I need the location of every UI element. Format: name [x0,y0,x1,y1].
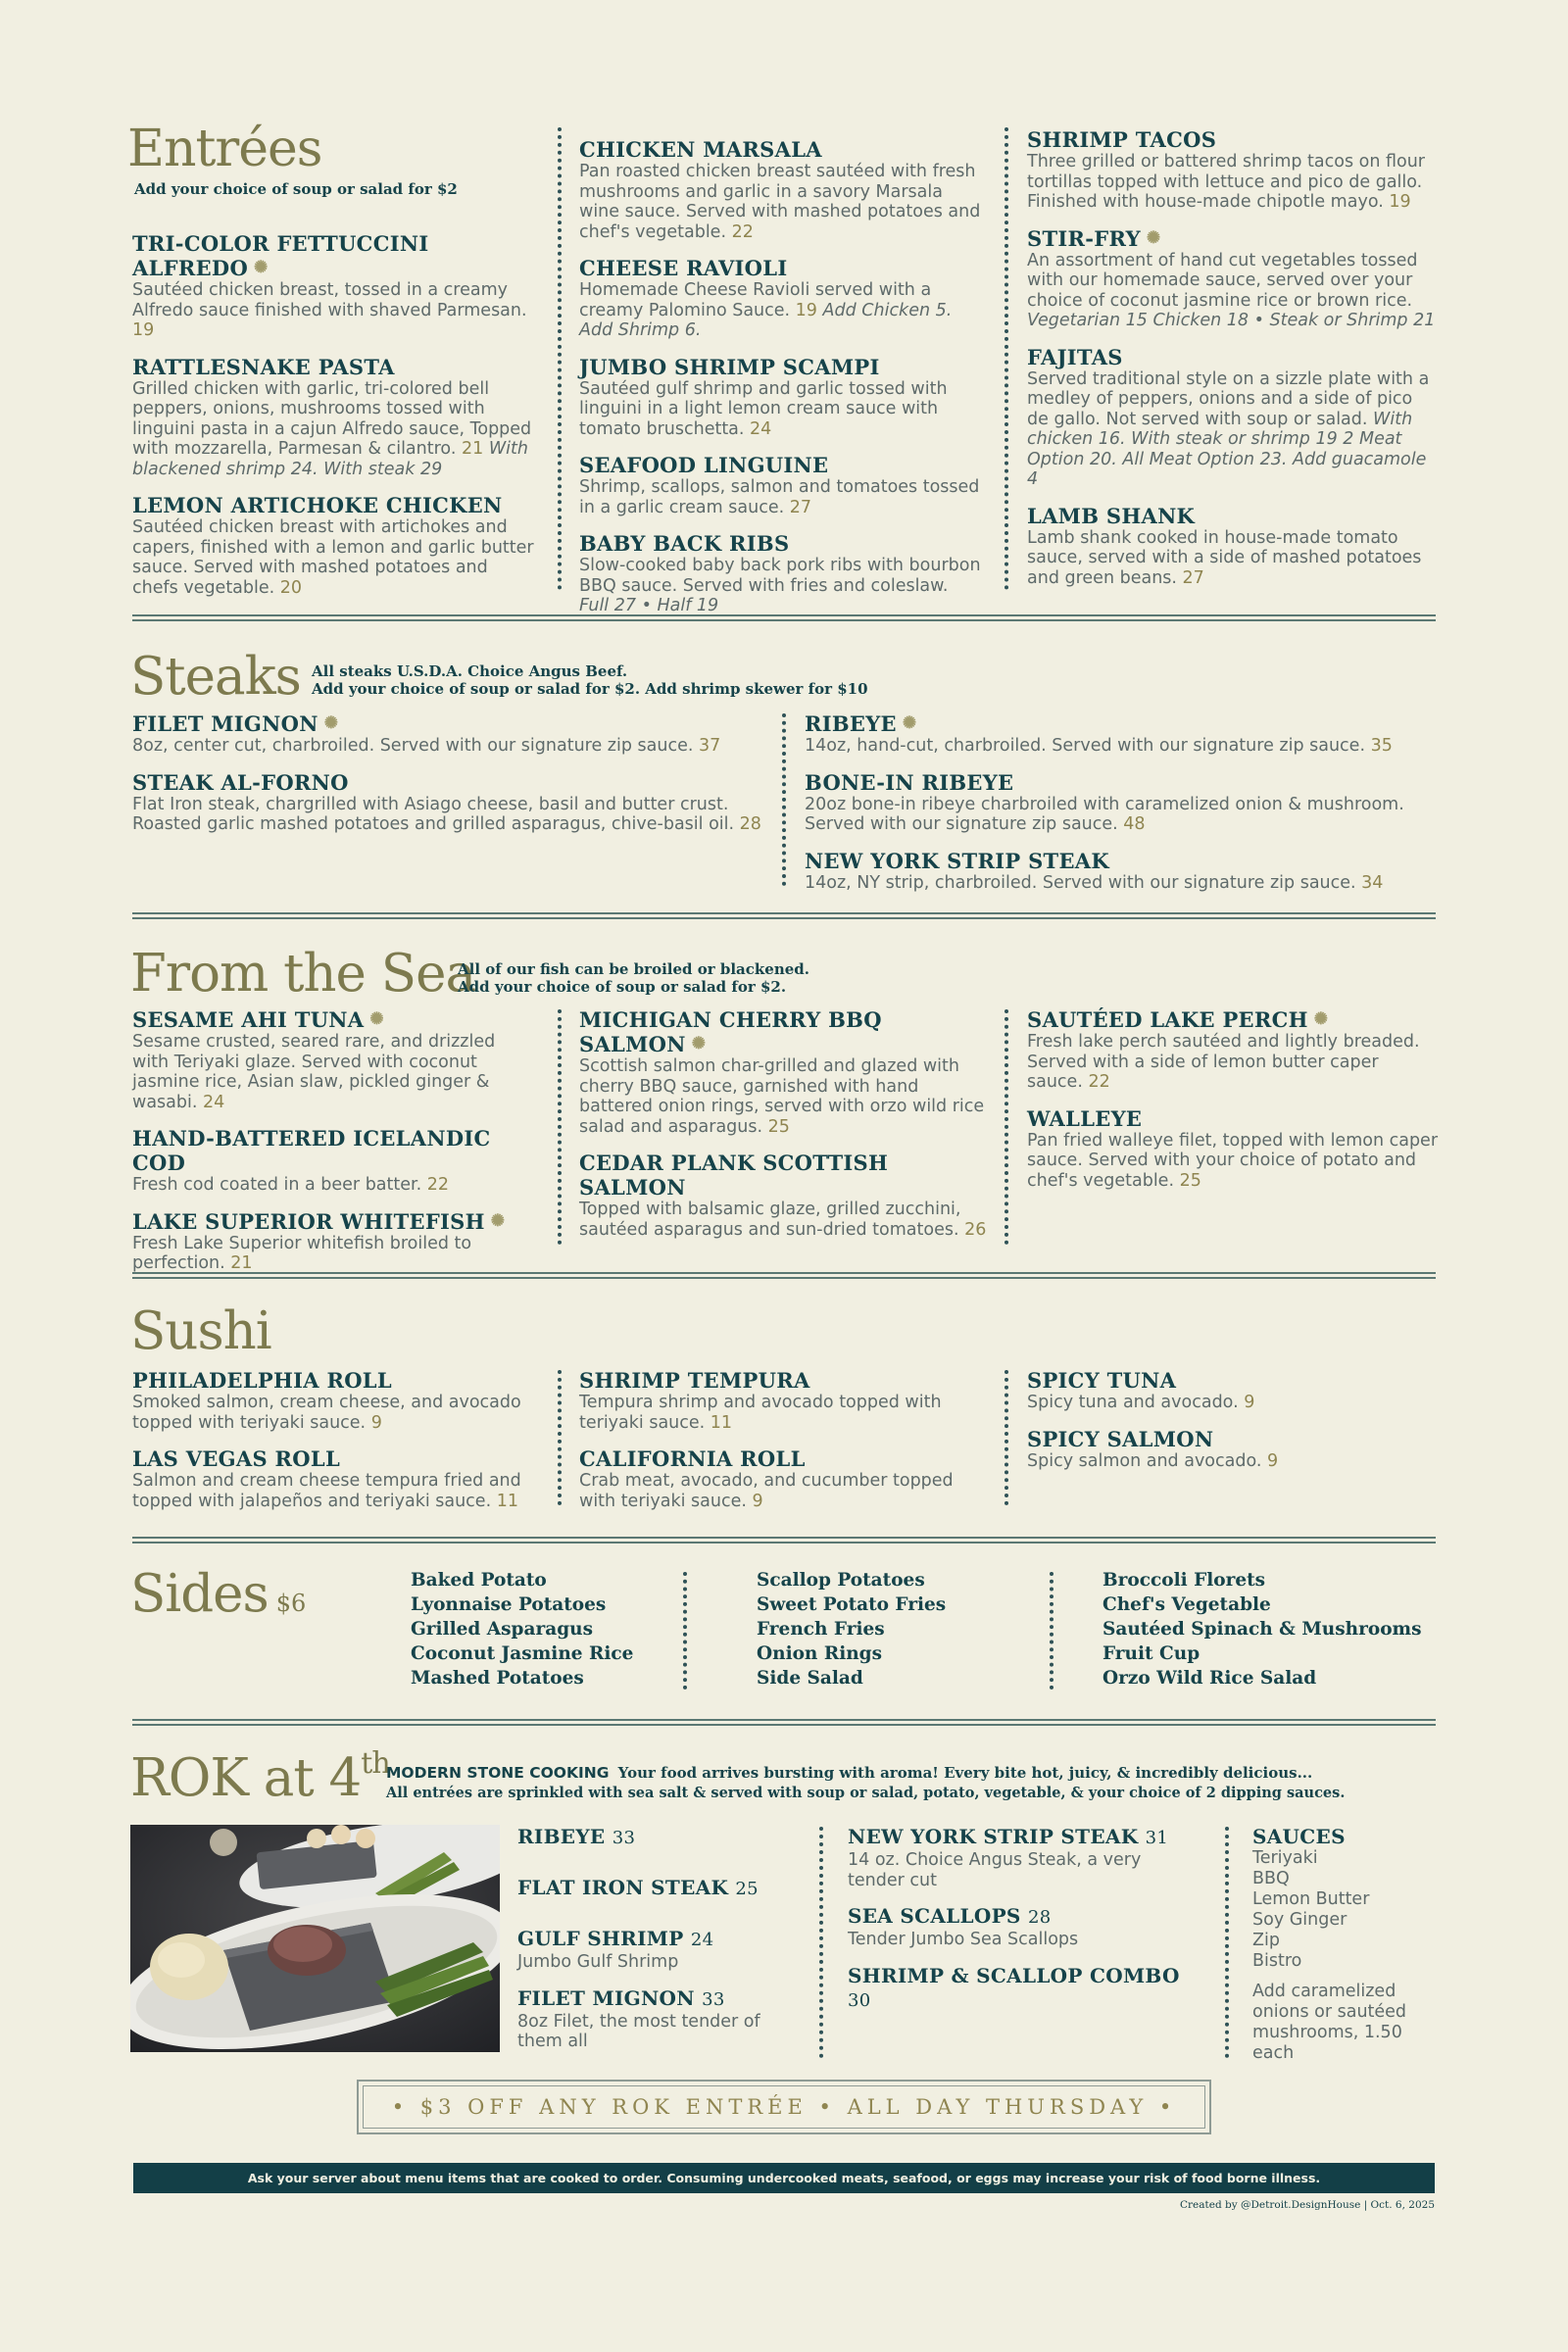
rok-item-name: NEW YORK STRIP STEAK 31 [848,1825,1169,1848]
menu-item [132,355,534,480]
menu-item-price: 19 [795,300,817,320]
menu-item [579,137,981,242]
menu-item [1027,1007,1439,1093]
rok-item-price: 25 [735,1879,759,1899]
sides-col-3 [1102,1568,1436,1690]
sea-note-1: All of our fish can be broiled or blackened. [458,960,809,978]
rok-item-price: 33 [702,1988,725,2010]
entrees-col-3 [1027,127,1439,602]
menu-item [579,531,981,616]
sun-badge-icon: ✺ [1146,227,1161,248]
sun-badge-icon: ✺ [1313,1009,1329,1029]
menu-item [805,711,1442,757]
menu-item-description: Spicy salmon and avocado. 9 [1027,1450,1279,1471]
rok-item-price: 33 [612,1828,636,1848]
menu-item-name: STIR-FRY ✺ [1027,225,1161,251]
column-divider [1004,1370,1008,1505]
menu-item-description: Fresh lake perch sautéed and lightly breaded. Served with a side of lemon butter caper sauce. 22 [1027,1032,1420,1092]
sauces-col [1252,1825,1439,2064]
menu-item [132,1368,544,1433]
menu-item-price: 19 [132,320,155,340]
side-item: Fruit Cup [1102,1643,1200,1664]
sea-title: From the Sea [130,944,476,1004]
entrees-col-2 [579,137,981,630]
rok-item [517,1927,802,1973]
menu-item-description: Scottish salmon char-grilled and glazed with cherry BBQ sauce, garnished with hand battered onion rings, served with orzo wild rice salad and asparagus. 25 [579,1056,985,1137]
sauce-addon: Add caramelized onions or sautéed mushrooms, 1.50 each [1252,1982,1407,2063]
disclaimer-bar: Ask your server about menu items that are cooked to order. Consuming undercooked meats, seafood, or eggs may increase your risk of food borne illness. [133,2163,1435,2193]
menu-item-name: SHRIMP TACOS [1027,127,1217,152]
entrees-title: Entrées [127,120,322,178]
sun-badge-icon: ✺ [369,1009,384,1029]
menu-item-description: Grilled chicken with garlic, tri-colored bell peppers, onions, mushrooms tossed with linguini pasta in a cajun Alfredo sauce, Topped with mozzarella, Parmesan & cilantro. 21 With blackened shrimp 24. With steak 29 [132,378,532,479]
menu-item-price: 22 [426,1175,450,1195]
menu-item [579,1007,991,1137]
sauce-item: Soy Ginger [1252,1910,1348,1930]
rok-title-sup: th [361,1746,390,1781]
menu-item-name: SEAFOOD LINGUINE [579,453,829,477]
side-item: French Fries [757,1619,885,1640]
menu-item-name: LAMB SHANK [1027,503,1196,528]
rok-headline: MODERN STONE COOKING [386,1764,610,1782]
rok-item-description: 8oz Filet, the most tender of them all [517,2011,760,2051]
rok-item [517,1986,802,2052]
menu-item-price: 35 [1370,736,1393,756]
menu-item [132,1007,534,1112]
column-divider [683,1572,687,1690]
menu-item-price: 9 [1244,1393,1255,1412]
menu-item-description: Sautéed chicken breast with artichokes and capers, finished with a lemon and garlic butter sauce. Served with mashed potatoes and chefs vegetable. 20 [132,517,534,598]
menu-item [1027,127,1439,213]
menu-item-description: Served traditional style on a sizzle plate with a medley of peppers, onions and a side of pico de gallo. Not served with soup or salad. With chicken 16. With steak or shrimp 19 2 Meat Option 20. All Meat Option 23. Add guacamole 4 [1027,368,1430,489]
menu-item-name: TRI-COLOR FETTUCCINI ALFREDO ✺ [132,231,429,280]
section-divider [132,1272,1436,1279]
steaks-col-1 [132,711,769,849]
menu-item-price: 9 [370,1412,382,1433]
menu-item-name: JUMBO SHRIMP SCAMPI [579,354,880,379]
menu-item-name: LAS VEGAS ROLL [132,1446,341,1471]
menu-item-name: CHICKEN MARSALA [579,137,822,162]
menu-item-description: Sesame crusted, seared rare, and drizzled with Teriyaki glaze. Served with coconut jasmine rice, Asian slaw, pickled ginger & wasabi. 24 [132,1032,496,1112]
menu-item-name: FILET MIGNON ✺ [132,711,339,736]
menu-item [132,231,534,341]
section-divider [132,912,1436,919]
rok-item [517,1825,802,1850]
menu-item-price: 48 [1123,814,1146,834]
menu-item-description: 14oz, hand-cut, charbroiled. Served with our signature zip sauce. 35 [805,736,1393,756]
menu-item-name: WALLEYE [1027,1105,1143,1131]
sushi-col-2 [579,1368,991,1525]
steaks-col-2 [805,711,1442,906]
menu-item-description: 20oz bone-in ribeye charbroiled with caramelized onion & mushroom. Served with our signature zip sauce. 48 [805,794,1404,834]
menu-item [132,1126,534,1196]
menu-item-price: 26 [964,1219,987,1240]
menu-item-name: RATTLESNAKE PASTA [132,354,395,379]
column-divider [1004,127,1008,590]
rok-item-description: Tender Jumbo Sea Scallops [848,1930,1079,1949]
rok-item [848,1904,1200,1950]
menu-item-name: BONE-IN RIBEYE [805,769,1014,795]
rok-item-description: 14 oz. Choice Angus Steak, a very tender cut [848,1850,1142,1890]
rok-item-name: FLAT IRON STEAK 25 [517,1876,759,1899]
rok-col-2 [848,1825,1200,2038]
menu-item-name: CALIFORNIA ROLL [579,1446,806,1471]
steaks-note-2: Add your choice of soup or salad for $2. Add shrimp skewer for $10 [312,680,868,698]
menu-item [132,1209,534,1274]
sides-title [130,1564,306,1624]
menu-item-price: 25 [1179,1170,1201,1191]
rok-item-name: RIBEYE 33 [517,1825,636,1848]
side-item: Sweet Potato Fries [757,1594,947,1615]
side-item: Onion Rings [757,1643,883,1664]
menu-item-description: Fresh Lake Superior whitefish broiled to perfection. 21 [132,1233,472,1273]
menu-item-name: SPICY SALMON [1027,1426,1214,1451]
menu-item-price: 24 [202,1092,225,1112]
menu-item-description: Shrimp, scallops, salmon and tomatoes tossed in a garlic cream sauce. 27 [579,477,980,517]
menu-item-name: PHILADELPHIA ROLL [132,1368,392,1393]
menu-item [132,711,769,757]
side-item: Sautéed Spinach & Mushrooms [1102,1619,1422,1640]
menu-item-price: 21 [461,439,484,459]
menu-item-description: Topped with balsamic glaze, grilled zucchini, sautéed asparagus and sun-dried tomatoes. 26 [579,1200,987,1240]
sides-price: $6 [275,1590,307,1617]
promo-text: • $3 OFF ANY ROK ENTRÉE • ALL DAY THURSDAY • [363,2085,1205,2129]
sea-col-2 [579,1007,991,1253]
sauces-title: SAUCES [1252,1825,1346,1848]
rok-item-price: 28 [1027,1907,1052,1928]
menu-item-description: 8oz, center cut, charbroiled. Served with our signature zip sauce. 37 [132,736,721,756]
rok-item-name: SHRIMP & SCALLOP COMBO 30 [848,1963,1180,2011]
column-divider [1004,1009,1008,1245]
menu-item-price: 19 [1389,192,1411,212]
menu-item-price: 9 [752,1491,763,1511]
steaks-note-1: All steaks U.S.D.A. Choice Angus Beef. [312,662,628,680]
rok-item [848,1964,1200,2013]
side-item: Mashed Potatoes [411,1668,584,1689]
menu-item-name: BABY BACK RIBS [579,531,790,556]
sides-title-text: Sides [130,1564,269,1624]
sauces-list [1252,1848,1439,1972]
menu-item-description: Sautéed chicken breast, tossed in a creamy Alfredo sauce finished with shaved Parmesan. 19 [132,280,527,340]
menu-item [1027,1427,1439,1472]
menu-item-price: 11 [496,1491,518,1511]
menu-item-description: Slow-cooked baby back pork ribs with bourbon BBQ sauce. Served with fries and coleslaw. Full 27 • Half 19 [579,556,981,615]
menu-item-description: Sautéed gulf shrimp and garlic tossed with linguini in a light lemon cream sauce with tomato bruschetta. 24 [579,378,948,439]
rok-col-1 [517,1825,802,2066]
menu-item-price: 27 [1182,567,1204,588]
menu-item-price: 21 [230,1253,253,1273]
menu-item-price: 11 [710,1412,733,1433]
menu-item-name: SPICY TUNA [1027,1368,1177,1393]
sauce-item: Bistro [1252,1951,1302,1971]
sun-badge-icon: ✺ [490,1210,506,1231]
column-divider [558,127,562,590]
menu-item-name: NEW YORK STRIP STEAK [805,848,1109,873]
menu-item [579,1446,991,1511]
menu-item-description: Spicy tuna and avocado. 9 [1027,1393,1255,1412]
side-item: Grilled Asparagus [411,1619,594,1640]
menu-item-description: Pan roasted chicken breast sautéed with fresh mushrooms and garlic in a savory Marsala wine sauce. Served with mashed potatoes and chef's vegetable. 22 [579,162,981,242]
sun-badge-icon: ✺ [691,1034,707,1054]
rok-item [848,1825,1200,1890]
menu-item-options: Full 27 • Half 19 [579,596,719,615]
menu-item-name: FAJITAS [1027,344,1123,369]
rok-item-price: 30 [848,1989,871,2011]
menu-item-options: Vegetarian 15 Chicken 18 • Steak or Shrimp 21 [1027,311,1436,330]
menu-item-name: SHRIMP TEMPURA [579,1368,810,1393]
menu-item-price: 20 [279,577,303,598]
menu-item-options: With blackened shrimp 24. With steak 29 [132,439,528,479]
side-item: Side Salad [757,1668,863,1689]
sushi-col-1 [132,1368,544,1525]
menu-item-description: Tempura shrimp and avocado topped with teriyaki sauce. 11 [579,1393,942,1433]
rok-item-description: Jumbo Gulf Shrimp [517,1952,679,1972]
column-divider [1050,1572,1054,1690]
menu-item-price: 25 [767,1116,790,1137]
menu-item-price: 27 [789,497,811,517]
menu-item-name: CEDAR PLANK SCOTTISH SALMON [579,1151,889,1200]
rok-item-name: FILET MIGNON 33 [517,1985,725,2010]
menu-item-name: MICHIGAN CHERRY BBQ SALMON ✺ [579,1007,882,1056]
menu-item [579,1151,991,1240]
rok-item-price: 31 [1145,1828,1169,1848]
menu-item [1027,1368,1439,1413]
rok-tagline-line [386,1764,1312,1783]
section-divider [132,614,1436,621]
side-item: Scallop Potatoes [757,1570,925,1591]
menu-item-price: 37 [698,736,721,756]
section-divider [132,1719,1436,1726]
rok-item-price: 24 [690,1930,714,1950]
menu-item-options: Add Chicken 5. Add Shrimp 6. [579,300,953,340]
menu-item-name: SESAME AHI TUNA ✺ [132,1007,384,1032]
menu-item-price: 24 [750,418,772,439]
entrees-note: Add your choice of soup or salad for $2 [134,180,458,198]
menu-item-description: 14oz, NY strip, charbroiled. Served with our signature zip sauce. 34 [805,872,1384,893]
menu-item [579,355,981,440]
rok-note: All entrées are sprinkled with sea salt & served with soup or salad, potato, vegetable, & your choice of 2 dipping sauces. [386,1785,1346,1801]
menu-item-name: LAKE SUPERIOR WHITEFISH ✺ [132,1208,506,1234]
menu-item-options: With chicken 16. With steak or shrimp 19 2 Meat Option 20. All Meat Option 23. Add guacamole 4 [1027,409,1427,489]
rok-item-name: GULF SHRIMP 24 [517,1927,714,1950]
menu-item [132,770,769,835]
menu-item-description: Lamb shank cooked in house-made tomato sauce, served with a side of mashed potatoes and green beans. 27 [1027,527,1422,588]
menu-item [579,453,981,517]
stone-cooking-photo [130,1825,500,2052]
sides-col-2 [757,1568,1021,1690]
column-divider [1225,1827,1229,2058]
rok-title-text: ROK at 4 [130,1748,362,1808]
menu-item-name: STEAK AL-FORNO [132,769,349,795]
menu-item-description: An assortment of hand cut vegetables tossed with our homemade sauce, served over your choice of coconut jasmine rice or brown rice. Vegetarian 15 Chicken 18 • Steak or Shrimp 21 [1027,250,1436,330]
credit-line: Created by @Detroit.DesignHouse | Oct. 6, 2025 [1180,2199,1435,2211]
sun-badge-icon: ✺ [323,713,339,733]
steaks-title: Steaks [130,647,301,707]
sea-note-2: Add your choice of soup or salad for $2. [458,978,787,996]
column-divider [558,1370,562,1505]
menu-item-description: Salmon and cream cheese tempura fried and topped with jalapeños and teriyaki sauce. 11 [132,1471,521,1511]
menu-item [132,493,534,598]
sushi-title: Sushi [130,1301,271,1361]
sauce-item: Teriyaki [1252,1848,1318,1868]
sun-badge-icon: ✺ [254,258,269,277]
sauce-item: Zip [1252,1931,1280,1950]
sushi-col-3 [1027,1368,1439,1485]
section-divider [132,1537,1436,1544]
sea-col-1 [132,1007,534,1288]
menu-item-description: Smoked salmon, cream cheese, and avocado topped with teriyaki sauce. 9 [132,1393,521,1433]
sea-col-3 [1027,1007,1439,1204]
rok-title [130,1748,390,1808]
side-item: Broccoli Florets [1102,1570,1266,1591]
menu-item [805,849,1442,894]
menu-item-description: Pan fried walleye filet, topped with lemon caper sauce. Served with your choice of potato and chef's vegetable. 25 [1027,1130,1439,1191]
side-item: Baked Potato [411,1570,547,1591]
menu-item [579,256,981,341]
column-divider [782,713,786,886]
menu-item-price: 9 [1266,1450,1279,1471]
rok-item-name: SEA SCALLOPS 28 [848,1904,1052,1928]
side-item: Orzo Wild Rice Salad [1102,1668,1317,1689]
menu-item [1027,504,1439,589]
column-divider [819,1827,823,2058]
side-item: Coconut Jasmine Rice [411,1643,634,1664]
entrees-col-1 [132,231,534,612]
menu-item-description: Three grilled or battered shrimp tacos on flour tortillas topped with lettuce and pico de gallo. Finished with house-made chipotle mayo. 19 [1027,152,1426,212]
promo-banner [357,2080,1211,2134]
side-item: Lyonnaise Potatoes [411,1594,607,1615]
stone-cooking-illustration [130,1825,500,2052]
menu-item [805,770,1442,835]
sauce-item: BBQ [1252,1869,1290,1888]
rok-tagline: Your food arrives bursting with aroma! Every bite hot, juicy, & incredibly delicious... [617,1764,1313,1782]
menu-item-name: CHEESE RAVIOLI [579,256,788,280]
menu-item-price: 34 [1361,872,1384,893]
column-divider [558,1009,562,1245]
menu-item [1027,1106,1439,1192]
menu-item [579,1368,991,1433]
side-item: Chef's Vegetable [1102,1594,1271,1615]
menu-item-name: LEMON ARTICHOKE CHICKEN [132,493,503,517]
menu-item-description: Crab meat, avocado, and cucumber topped with teriyaki sauce. 9 [579,1471,954,1511]
menu-item-name: HAND-BATTERED ICELANDIC COD [132,1126,491,1175]
menu-item-description: Homemade Cheese Ravioli served with a creamy Palomino Sauce. 19 Add Chicken 5. Add Shrimp 6. [579,280,953,340]
rok-item [517,1876,802,1901]
menu-item-price: 22 [731,221,754,242]
menu-item [132,1446,544,1511]
menu-item [1027,345,1439,490]
sauce-item: Lemon Butter [1252,1889,1370,1909]
menu-item-price: 22 [1088,1072,1110,1092]
menu-item-description: Fresh cod coated in a beer batter. 22 [132,1175,450,1195]
menu-item-name: RIBEYE ✺ [805,711,917,736]
menu-item-name: SAUTÉED LAKE PERCH ✺ [1027,1007,1329,1032]
sides-col-1 [411,1568,675,1690]
menu-item-price: 28 [739,814,761,834]
menu-item [1027,226,1439,331]
sun-badge-icon: ✺ [902,713,917,733]
menu-item-description: Flat Iron steak, chargrilled with Asiago cheese, basil and butter crust. Roasted garlic mashed potatoes and grilled asparagus, chive-basil oil. 28 [132,794,761,834]
